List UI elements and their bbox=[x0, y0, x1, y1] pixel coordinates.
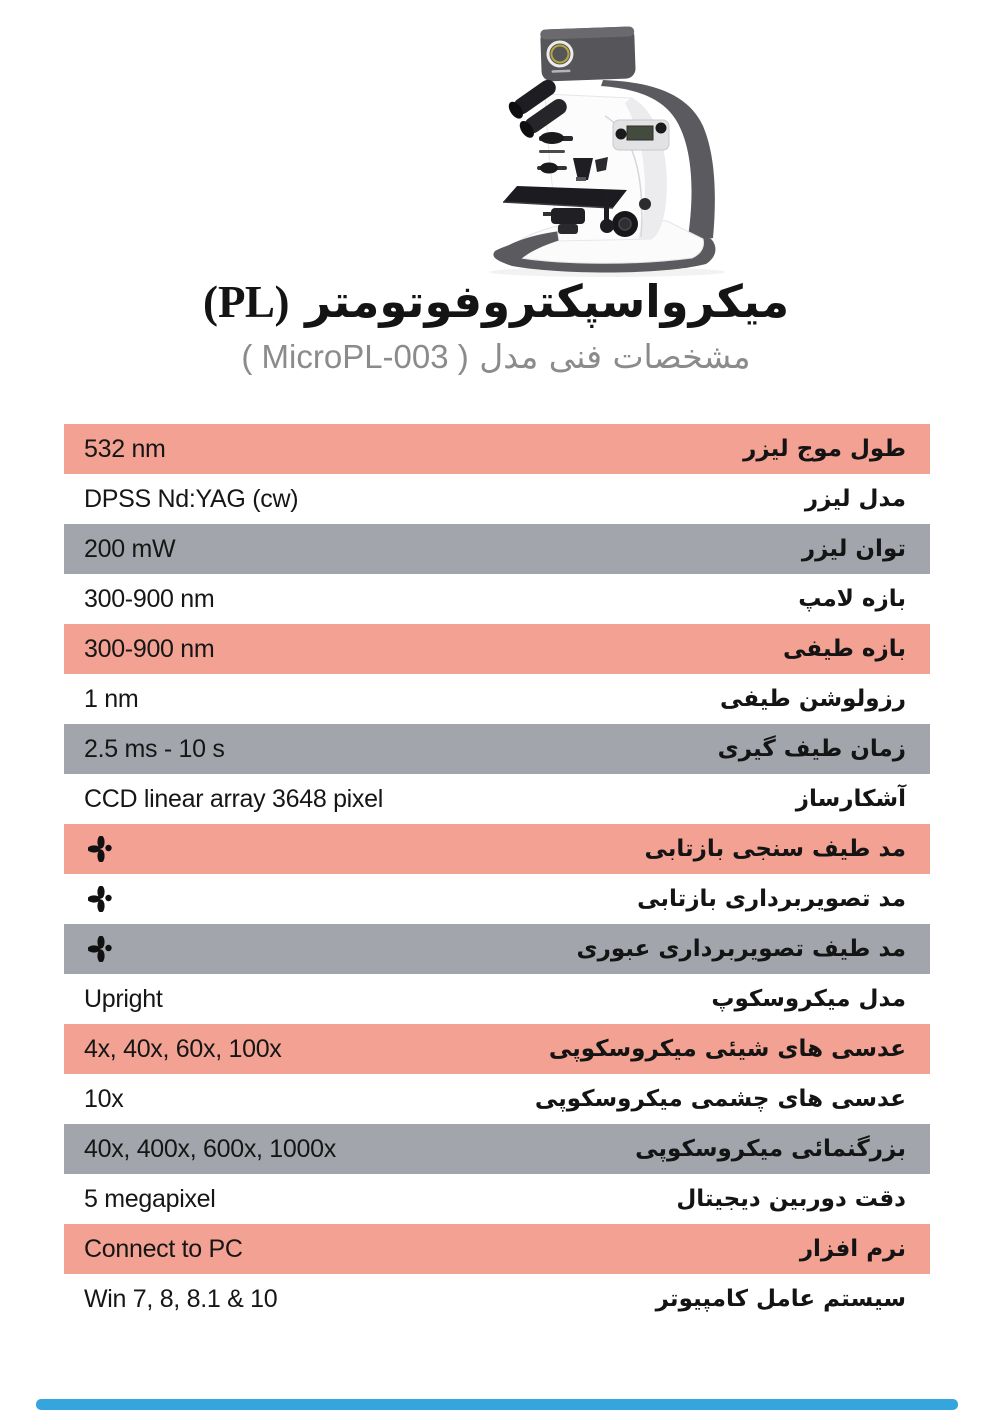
spec-label: مدل لیزر bbox=[804, 486, 906, 512]
spec-value bbox=[64, 635, 783, 664]
spec-value bbox=[64, 535, 802, 564]
page-title bbox=[0, 276, 992, 329]
spec-value-text: 1 nm bbox=[84, 684, 139, 713]
spec-value-text: 2.5 ms - 10 s bbox=[84, 734, 225, 763]
spec-table-row-4 bbox=[64, 574, 930, 624]
spec-value-text: 5 megapixel bbox=[84, 1184, 216, 1213]
spec-value bbox=[64, 1285, 656, 1314]
spec-table-row-1 bbox=[64, 424, 930, 474]
spec-value-text: 300-900 nm bbox=[84, 584, 215, 613]
spec-label: مد طیف تصویربرداری عبوری bbox=[576, 936, 906, 962]
page-title-latin: (PL) bbox=[202, 277, 290, 327]
spec-table-row-2 bbox=[64, 474, 930, 524]
spec-label: بزرگنمائی میکروسکوپی bbox=[635, 1136, 906, 1162]
spec-label: مد طیف سنجی بازتابی bbox=[644, 836, 906, 862]
lcd-panel bbox=[613, 120, 669, 150]
spec-label: مد تصویربرداری بازتابی bbox=[637, 886, 906, 912]
spec-value bbox=[64, 685, 720, 714]
spec-value-text: 300-900 nm bbox=[84, 634, 215, 663]
spec-value bbox=[64, 585, 798, 614]
page-subtitle-farsi: مشخصات فنی مدل bbox=[479, 336, 751, 376]
camera-head bbox=[540, 26, 636, 81]
header bbox=[0, 276, 992, 376]
spec-table bbox=[64, 424, 930, 1324]
spec-table-row-9 bbox=[64, 824, 930, 874]
spec-value bbox=[64, 435, 743, 464]
spec-table-row-5 bbox=[64, 624, 930, 674]
spec-value-text: Win 7, 8, 8.1 & 10 bbox=[84, 1284, 278, 1313]
spec-label: بازه طیفی bbox=[783, 636, 906, 662]
spec-value-text: 40x, 400x, 600x, 1000x bbox=[84, 1134, 336, 1163]
spec-label: بازه لامپ bbox=[798, 586, 906, 612]
spec-value-text: Upright bbox=[84, 984, 163, 1013]
spec-table-row-11 bbox=[64, 924, 930, 974]
spec-label: نرم افزار bbox=[799, 1236, 906, 1262]
page-subtitle bbox=[0, 337, 992, 376]
spec-table-row-18 bbox=[64, 1274, 930, 1324]
spec-value bbox=[64, 936, 577, 962]
microscope-image bbox=[455, 8, 755, 280]
spec-value bbox=[64, 1185, 676, 1214]
spec-value-text: 10x bbox=[84, 1084, 124, 1113]
spec-label: طول موج لیزر bbox=[743, 436, 906, 462]
spec-label: توان لیزر bbox=[801, 536, 906, 562]
four-petal-check-icon bbox=[88, 886, 114, 912]
spec-value-text: 532 nm bbox=[84, 434, 166, 463]
spec-table-row-16 bbox=[64, 1174, 930, 1224]
spec-value bbox=[64, 1235, 800, 1264]
spec-value bbox=[64, 735, 718, 764]
spec-value-text: 4x, 40x, 60x, 100x bbox=[84, 1034, 282, 1063]
spec-table-row-3 bbox=[64, 524, 930, 574]
spec-table-row-10 bbox=[64, 874, 930, 924]
four-petal-check-icon bbox=[88, 936, 114, 962]
spec-value bbox=[64, 1035, 549, 1064]
spec-label: عدسی های شیئی میکروسکوپی bbox=[548, 1036, 906, 1062]
spec-value bbox=[64, 485, 805, 514]
spec-value bbox=[64, 985, 711, 1014]
page-title-farsi: میکرواسپکتروفوتومتر bbox=[305, 275, 790, 328]
spec-label: زمان طیف گیری bbox=[717, 736, 906, 762]
footer-accent-bar bbox=[36, 1399, 958, 1410]
spec-value bbox=[64, 836, 644, 862]
spec-label: مدل میکروسکوپ bbox=[711, 986, 906, 1012]
spec-label: آشکارساز bbox=[795, 786, 906, 812]
spec-value-text: CCD linear array 3648 pixel bbox=[84, 784, 383, 813]
page-subtitle-model: ( MicroPL-003 ) bbox=[241, 337, 469, 375]
spec-table-row-15 bbox=[64, 1124, 930, 1174]
spec-table-row-6 bbox=[64, 674, 930, 724]
spec-value bbox=[64, 785, 796, 814]
spec-table-row-17 bbox=[64, 1224, 930, 1274]
spec-table-row-13 bbox=[64, 1024, 930, 1074]
spec-table-row-7 bbox=[64, 724, 930, 774]
spec-label: رزولوشن طیفی bbox=[719, 686, 906, 712]
spec-table-row-14 bbox=[64, 1074, 930, 1124]
four-petal-check-icon bbox=[88, 836, 114, 862]
spec-value-text: 200 mW bbox=[84, 534, 176, 563]
spec-value bbox=[64, 1135, 635, 1164]
spec-value-text: Connect to PC bbox=[84, 1234, 243, 1263]
spec-value bbox=[64, 1085, 535, 1114]
spec-value bbox=[64, 886, 637, 912]
microscope-illustration bbox=[455, 8, 755, 280]
spec-value-text: DPSS Nd:YAG (cw) bbox=[84, 484, 299, 513]
spec-label: دقت دوربین دیجیتال bbox=[676, 1186, 906, 1212]
spec-label: عدسی های چشمی میکروسکوپی bbox=[534, 1086, 906, 1112]
spec-table-row-8 bbox=[64, 774, 930, 824]
spec-label: سیستم عامل کامپیوتر bbox=[655, 1286, 906, 1312]
spec-table-row-12 bbox=[64, 974, 930, 1024]
